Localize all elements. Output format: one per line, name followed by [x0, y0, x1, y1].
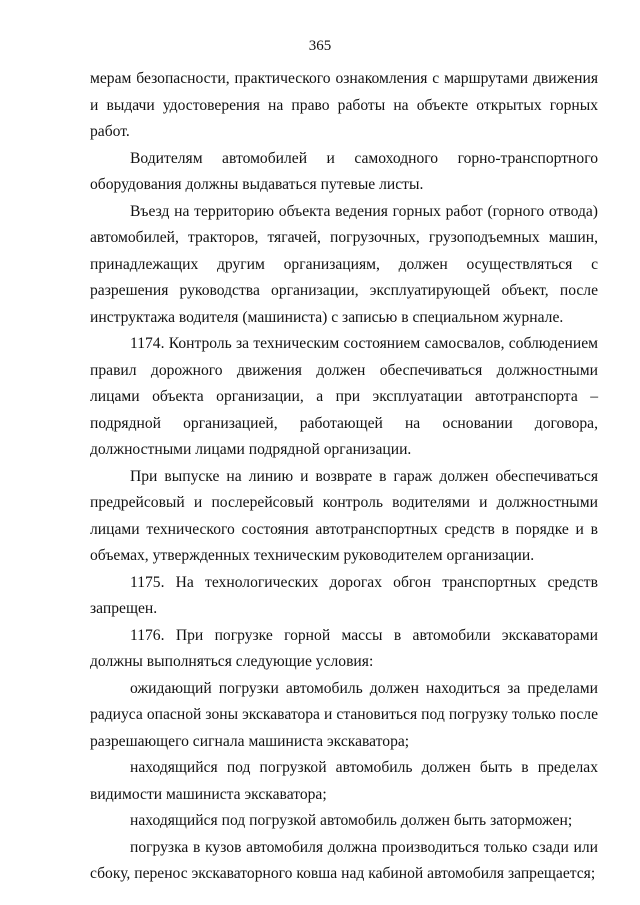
- paragraph: мерам безопасности, практического ознакомления с маршрутами движения и выдачи удостоверения на право работы на объекте открытых горных работ.: [90, 70, 598, 140]
- paragraph: Въезд на территорию объекта ведения горных работ (горного отвода) автомобилей, тракторов, тягачей, погрузочных, грузоподъемных машин, принадлежащих другим организациям, должен осуществляться с разрешения руководства организации, эксплуатирующей объект, после инструктажа водителя (машиниста) с записью в специальном журнале.: [90, 202, 598, 326]
- page-number: 365: [308, 38, 332, 54]
- paragraph: Водителям автомобилей и самоходного горно-транспортного оборудования должны выдаваться путевые листы.: [90, 149, 598, 193]
- paragraph: 1174. Контроль за техническим состоянием самосвалов, соблюдением правил дорожного движения должен обеспечиваться должностными лицами объекта организации, а при эксплуатации автотранспорта – подрядной организацией, работающей на основании договора, должностными лицами подрядной организации.: [90, 335, 598, 458]
- paragraph: ожидающий погрузки автомобиль должен находиться за пределами радиуса опасной зоны экскаватора и становиться под погрузку только после разрешающего сигнала машиниста экскаватора;: [90, 679, 598, 750]
- paragraph: 1175. На технологических дорогах обгон транспортных средств запрещен.: [90, 573, 598, 617]
- paragraph: 1176. При погрузке горной массы в автомобили экскаваторами должны выполняться следующие условия:: [90, 626, 598, 670]
- document-body: [90, 66, 598, 888]
- paragraph: При выпуске на линию и возврате в гараж должен обеспечиваться предрейсовый и послерейсовый контроль водителями и должностными лицами технического состояния автотранспортных средств в порядке и в объемах, утвержденных техническим руководителем организации.: [90, 467, 598, 564]
- paragraph: находящийся под погрузкой автомобиль должен быть заторможен;: [130, 812, 573, 829]
- paragraph: погрузка в кузов автомобиля должна производиться только сзади или сбоку, перенос экскаваторного ковша над кабиной автомобиля запрещается;: [90, 838, 598, 882]
- paragraph: находящийся под погрузкой автомобиль должен быть в пределах видимости машиниста экскаватора;: [90, 759, 598, 803]
